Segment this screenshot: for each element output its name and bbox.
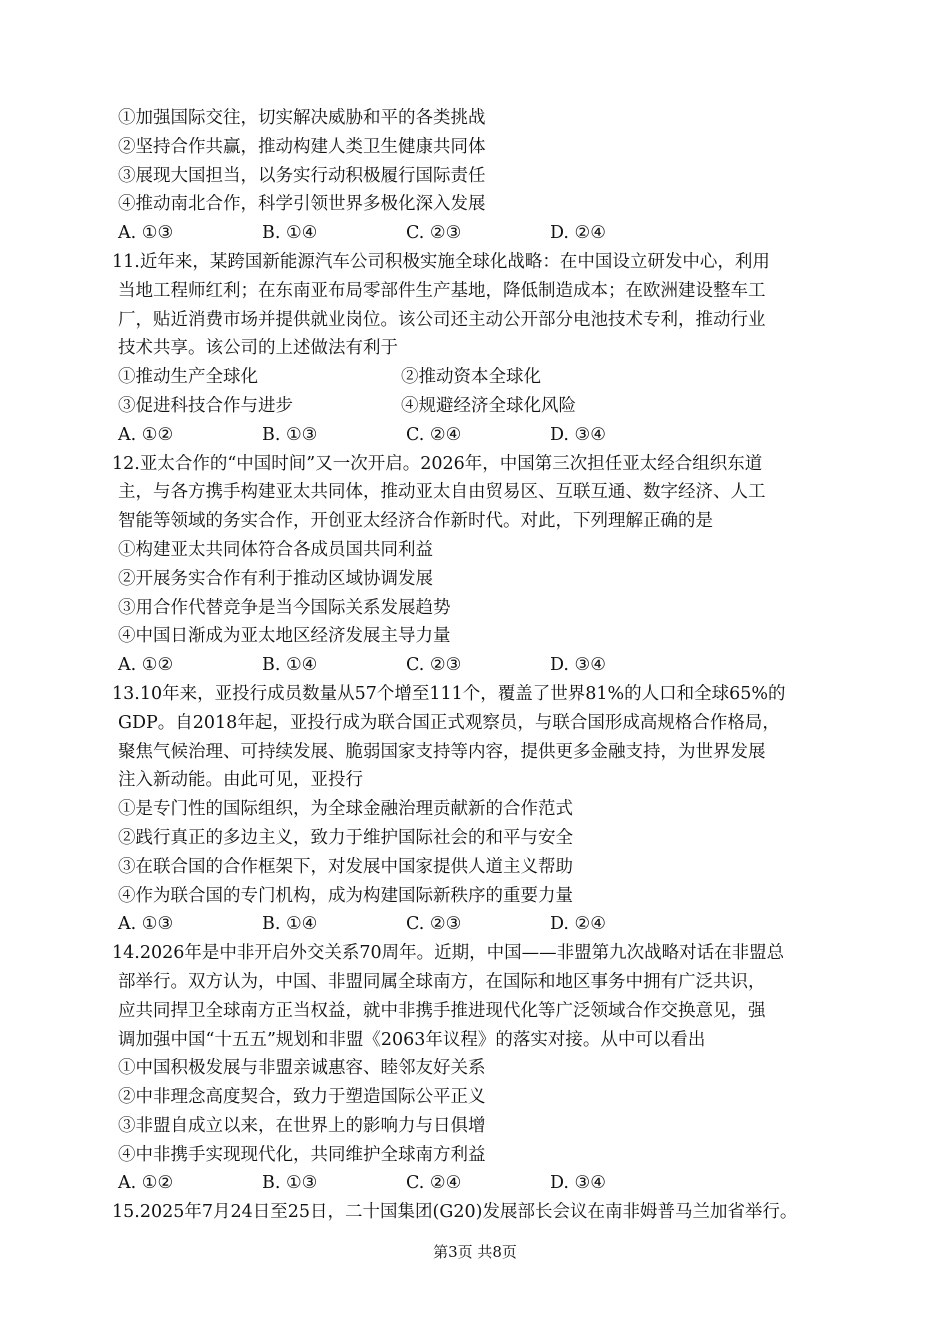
q14-option-b: B. ①③ — [262, 1173, 318, 1194]
q11-items-row-2 — [118, 392, 848, 421]
q11-option-a: A. ①② — [118, 424, 174, 445]
q14-option-d: D. ③④ — [550, 1173, 606, 1194]
q10-option-a: A. ①③ — [118, 223, 174, 244]
q11-item-1: ①推动生产全球化 — [118, 367, 258, 388]
q11-stem-line-2: 当地工程师红利；在东南亚布局零部件生产基地，降低制造成本；在欧洲建设整车工 — [118, 280, 766, 301]
q11-stem-line-4: 技术共享。该公司的上述做法有利于 — [118, 338, 398, 359]
q14-stem-line-3: 应共同捍卫全球南方正当权益，就中非携手推进现代化等广泛领域合作交换意见，强 — [118, 1000, 766, 1021]
question-11 — [112, 248, 848, 450]
q13-option-a: A. ①③ — [118, 914, 174, 935]
question-12 — [112, 450, 848, 680]
q11-option-d: D. ③④ — [550, 424, 606, 445]
q11-stem-line-1: 11.近年来，某跨国新能源汽车公司积极实施全球化战略：在中国设立研发中心，利用 — [112, 251, 770, 272]
q13-item-2: ②践行真正的多边主义，致力于维护国际社会的和平与安全 — [118, 827, 573, 848]
q11-item-3: ③促进科技合作与进步 — [118, 395, 293, 416]
q13-stem-line-4: 注入新动能。由此可见，亚投行 — [118, 770, 363, 791]
q13-option-c: C. ②③ — [406, 914, 462, 935]
question-14 — [112, 939, 848, 1198]
q12-option-b: B. ①④ — [262, 655, 318, 676]
q14-item-3: ③非盟自成立以来，在世界上的影响力与日俱增 — [118, 1115, 486, 1136]
q12-option-a: A. ①② — [118, 655, 174, 676]
q13-item-3: ③在联合国的合作框架下，对发展中国家提供人道主义帮助 — [118, 856, 573, 877]
q14-item-4: ④中非携手实现现代化，共同维护全球南方利益 — [118, 1144, 486, 1165]
q14-item-2: ②中非理念高度契合，致力于塑造国际公平正义 — [118, 1087, 486, 1108]
q10-option-d: D. ②④ — [550, 223, 606, 244]
q13-option-d: D. ②④ — [550, 914, 606, 935]
q12-stem-line-3: 智能等领域的务实合作，开创亚太经济合作新时代。对此，下列理解正确的是 — [118, 511, 713, 532]
q14-options — [118, 1169, 848, 1198]
q13-item-4: ④作为联合国的专门机构，成为构建国际新秩序的重要力量 — [118, 885, 573, 906]
page-footer: 第3页 共8页 — [433, 1243, 517, 1261]
q11-option-c: C. ②④ — [406, 424, 462, 445]
question-15 — [112, 1198, 848, 1227]
q10-option-b: B. ①④ — [262, 223, 318, 244]
q12-item-1: ①构建亚太共同体符合各成员国共同利益 — [118, 539, 433, 560]
q15-stem-line-1: 15.2025年7月24日至25日，二十国集团(G20)发展部长会议在南非姆普马兰加省举行。 — [112, 1202, 798, 1223]
q11-item-4: ④规避经济全球化风险 — [401, 395, 576, 416]
q13-item-1: ①是专门性的国际组织，为全球金融治理贡献新的合作范式 — [118, 799, 573, 820]
q10-item-2: ②坚持合作共赢，推动构建人类卫生健康共同体 — [118, 136, 486, 157]
q14-option-c: C. ②④ — [406, 1173, 462, 1194]
q14-stem-line-2: 部举行。双方认为，中国、非盟同属全球南方，在国际和地区事务中拥有广泛共识， — [118, 971, 766, 992]
q12-options — [118, 651, 848, 680]
q10-item-1: ①加强国际交往，切实解决威胁和平的各类挑战 — [118, 108, 486, 128]
q10-options — [118, 219, 848, 248]
q13-stem-line-2: GDP。自2018年起，亚投行成为联合国正式观察员，与联合国形成高规格合作格局， — [118, 712, 780, 733]
q12-stem-line-2: 主，与各方携手构建亚太共同体，推动亚太自由贸易区、互联互通、数字经济、人工 — [118, 482, 766, 503]
q12-option-c: C. ②③ — [406, 655, 462, 676]
q12-stem-line-1: 12.亚太合作的“中国时间”又一次开启。2026年，中国第三次担任亚太经合组织东道 — [112, 453, 763, 474]
q14-stem-line-4: 调加强中国“十五五”规划和非盟《2063年议程》的落实对接。从中可以看出 — [118, 1029, 706, 1050]
q10-option-c: C. ②③ — [406, 223, 462, 244]
q11-options — [118, 421, 848, 450]
question-10 — [118, 104, 848, 248]
q13-stem-line-3: 聚焦气候治理、可持续发展、脆弱国家支持等内容，提供更多金融支持，为世界发展 — [118, 741, 766, 762]
q13-stem-line-1: 13.10年来，亚投行成员数量从57个增至111个，覆盖了世界81%的人口和全球65%的 — [112, 683, 786, 704]
q12-item-4: ④中国日渐成为亚太地区经济发展主导力量 — [118, 626, 451, 647]
q11-option-b: B. ①③ — [262, 424, 318, 445]
q13-options — [118, 910, 848, 939]
q14-option-a: A. ①② — [118, 1173, 174, 1194]
q11-stem-line-3: 厂，贴近消费市场并提供就业岗位。该公司还主动公开部分电池技术专利，推动行业 — [118, 309, 766, 330]
q13-option-b: B. ①④ — [262, 914, 318, 935]
page-content — [112, 104, 848, 1227]
q14-stem-line-1: 14.2026年是中非开启外交关系70周年。近期，中国——非盟第九次战略对话在非盟总 — [112, 943, 785, 964]
q12-item-2: ②开展务实合作有利于推动区域协调发展 — [118, 568, 433, 589]
question-13 — [112, 680, 848, 939]
q12-option-d: D. ③④ — [550, 655, 606, 676]
q10-item-4: ④推动南北合作，科学引领世界多极化深入发展 — [118, 194, 486, 215]
q14-item-1: ①中国积极发展与非盟亲诚惠容、睦邻友好关系 — [118, 1058, 486, 1079]
q12-item-3: ③用合作代替竞争是当今国际关系发展趋势 — [118, 597, 451, 618]
q11-item-2: ②推动资本全球化 — [401, 367, 541, 388]
q11-items-row-1 — [118, 363, 848, 392]
q10-item-3: ③展现大国担当，以务实行动积极履行国际责任 — [118, 165, 486, 186]
